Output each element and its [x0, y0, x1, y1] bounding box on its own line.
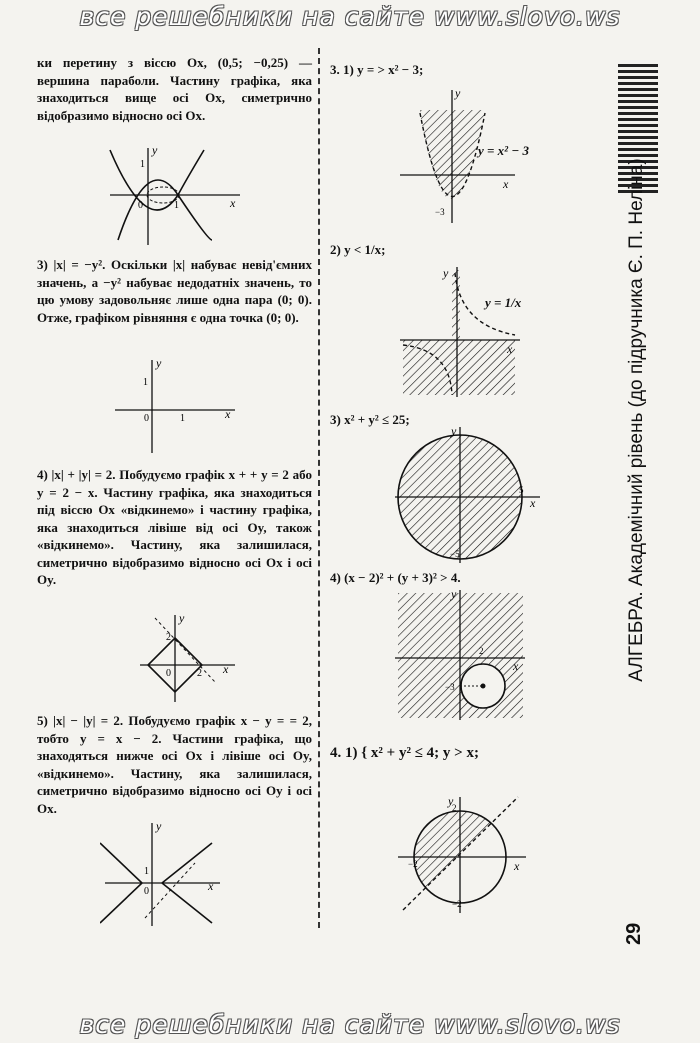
graph-circle-line [398, 795, 528, 915]
tick-m3: −3 [435, 207, 445, 217]
axis-x-label: x [230, 196, 236, 210]
tick-m5: −5 [450, 549, 460, 559]
sidebar-title: АЛГЕБРА. Академічний рівень (до підручника Є. П. Неліна) [626, 158, 647, 682]
axis-x-label: x [503, 177, 509, 191]
axis-y-label: y [156, 356, 162, 370]
axis-y-label: y [455, 86, 461, 100]
axis-x-label: x [530, 496, 536, 510]
graph-abs-parabola [100, 140, 250, 250]
column-divider [318, 48, 320, 928]
tick-2y: 2 [452, 803, 457, 813]
left-paragraph-5: 5) |x| − |y| = 2. Побудуємо графік x − y = = 2, тобто y = x − 2. Частини графіка, що знаходяться нижче осі Ox і лівіше осі Oy, «відкинемо». Частину, яка залишилася, симетрично відобразимо відносно осі Oy і осі Ox. [37, 713, 312, 816]
task-3-1: 3. 1) y = > x² − 3; [330, 62, 424, 77]
origin-label: 0 [166, 668, 171, 679]
axis-x-label: x [507, 342, 513, 356]
axis-y-label: y [443, 266, 449, 280]
graph-abs-difference [100, 818, 225, 928]
left-paragraph-1: ки перетину з віссю Ox, (0,5; −0,25) — вершина параболи. Частину графіка, яка знаходиться вище осі Ox, симетрично відобразимо відносно осі Ox. [37, 55, 312, 123]
graph2-label: y = 1/x [485, 295, 522, 310]
graph-diamond [135, 610, 245, 705]
page-number: 29 [623, 922, 645, 945]
tick-2y: 2 [166, 632, 171, 643]
task-4-1: 4. 1) { x² + y² ≤ 4; y > x; [330, 745, 479, 761]
axis-y-label: y [451, 425, 457, 438]
axis-x-label: x [223, 662, 229, 676]
tick-m3: −3 [445, 682, 455, 692]
site-banner-bottom: все решебники на сайте www.slovo.ws [79, 1010, 621, 1039]
task-3-2: 2) y < 1/x; [330, 242, 386, 257]
task-3-4: 4) (x − 2)² + (y + 3)² > 4. [330, 570, 461, 585]
tick-2: 2 [197, 668, 202, 679]
axis-x-label: x [225, 407, 231, 421]
axis-y-label: y [156, 819, 162, 833]
tick-1: 1 [174, 200, 179, 211]
tick-1: 1 [180, 413, 185, 424]
graph1-label: y = x² − 3 [478, 143, 529, 158]
tick-1y: 1 [140, 159, 145, 170]
tick-2: 2 [479, 646, 484, 656]
axis-x-label: x [208, 879, 214, 893]
axis-y-label: y [152, 143, 158, 157]
tick-1y: 1 [143, 377, 148, 388]
origin-label: 0 [138, 200, 143, 211]
left-paragraph-3: 3) |x| = −y². Оскільки |x| набуває невід'ємних значень, а −y² набуває недодатніх значень, то цю умову задовольняє лише одна пара (0; 0). Отже, графіком рівняння є одна точка (0; 0). [37, 257, 312, 325]
axis-y-label: y [448, 795, 454, 808]
axis-y-label: y [451, 588, 457, 601]
graph-circle-exterior [395, 588, 530, 723]
tick-m2: −2 [408, 859, 418, 869]
axis-x-label: x [513, 659, 519, 673]
tick-m2y: −2 [452, 899, 462, 909]
task-3-3: 3) x² + y² ≤ 25; [330, 412, 410, 427]
left-paragraph-4: 4) |x| + |y| = 2. Побудуємо графік x + + y = 2 або y = 2 − x. Частину графіка, яка знаходиться під віссю Ox «відкинемо» і частину графіка, яка знаходиться лівіше від осі Oy, також «відкинемо». Частину, яка залишилася, симетрично відобразимо відносно осі Ox і осі Oy. [37, 467, 312, 587]
graph-circle-25 [395, 425, 545, 565]
graph-point-origin [110, 355, 240, 455]
axis-y-label: y [179, 611, 185, 625]
tick-1y: 1 [144, 866, 149, 877]
graph-hyperbola-region [395, 265, 525, 400]
site-banner-top: все решебники на сайте www.slovo.ws [79, 2, 621, 31]
axis-x-label: x [514, 859, 520, 873]
origin-label: 0 [144, 886, 149, 897]
origin-label: 0 [144, 413, 149, 424]
tick-5: 5 [519, 485, 524, 495]
